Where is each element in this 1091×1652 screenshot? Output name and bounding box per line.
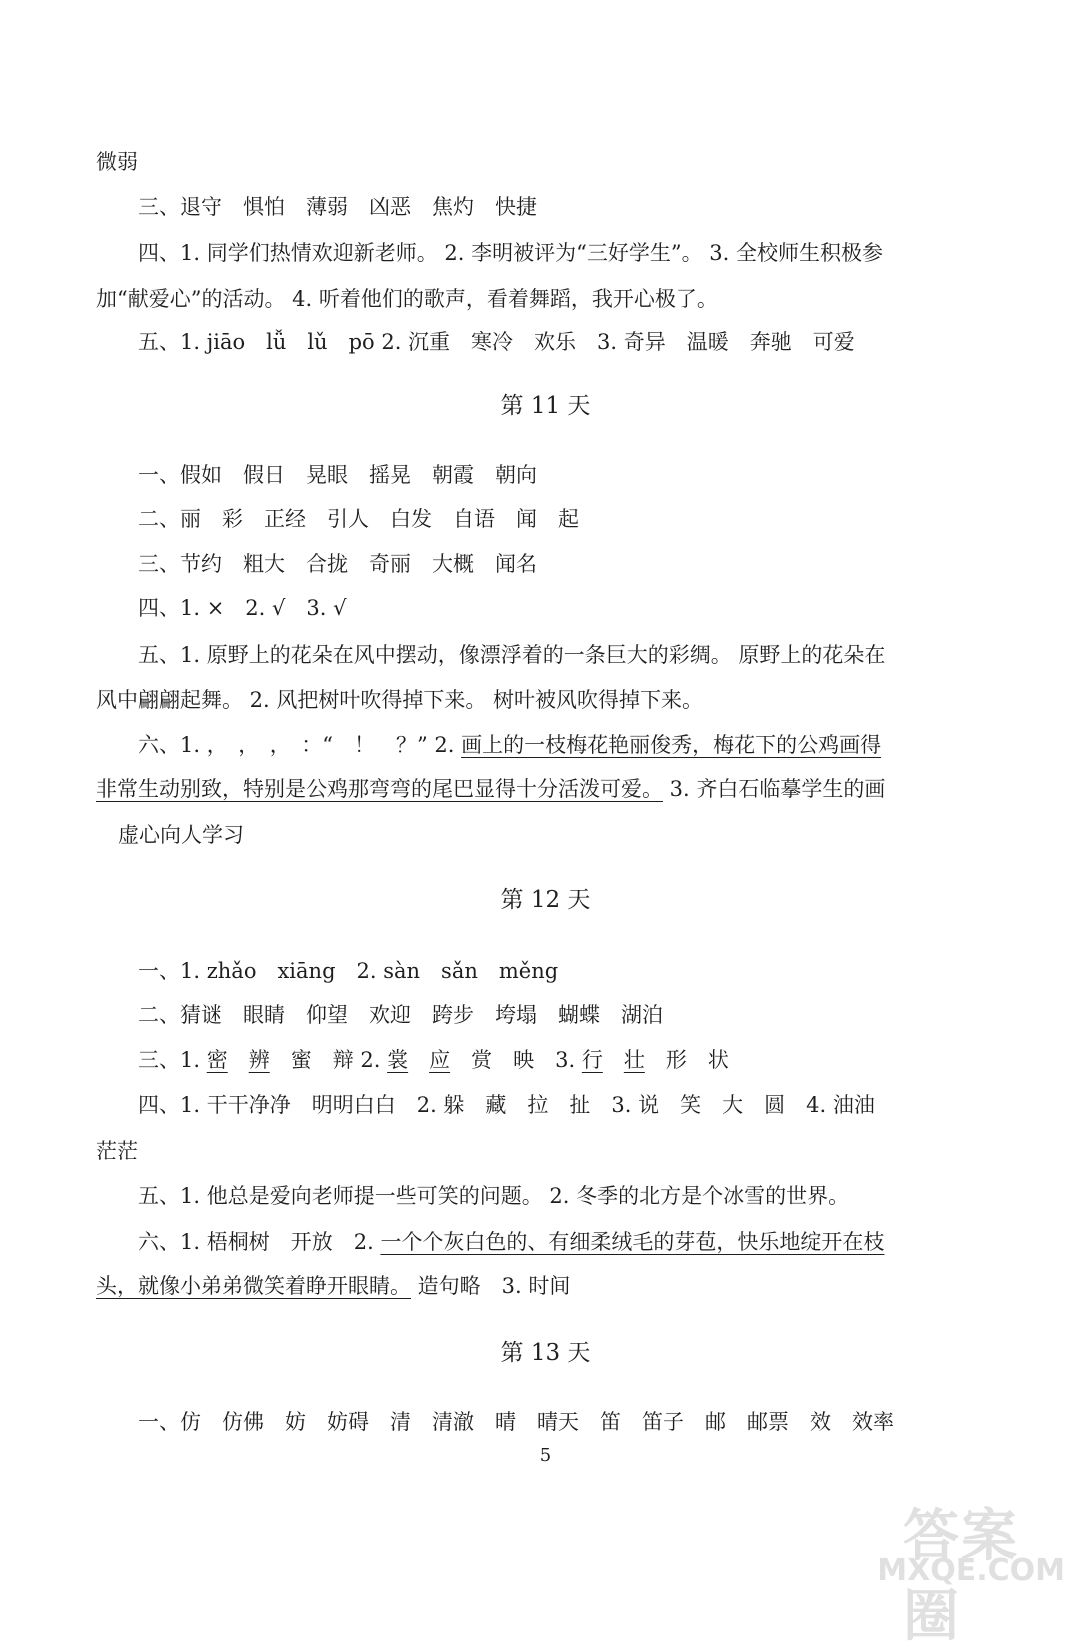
day11-line-wu-cont: 风中翩翩起舞。 2. 风把树叶吹得掉下来。 树叶被风吹得掉下来。 (96, 688, 704, 712)
day12-line-wu: 五、1. 他总是爱向老师提一些可笑的问题。 2. 冬季的北方是个冰雪的世界。 (138, 1184, 850, 1208)
day11-line-san: 三、节约 粗大 合拢 奇丽 大概 闻名 (138, 552, 537, 576)
underlined-char: 裳 (387, 1048, 409, 1072)
underlined-char: 行 (581, 1048, 603, 1072)
watermark-text-en: MXQE.COM (877, 1553, 1065, 1588)
underlined-char: 密 (206, 1048, 228, 1072)
underlined-char: 壮 (623, 1048, 645, 1072)
day11-line-er: 二、丽 彩 正经 引人 白发 自语 闻 起 (138, 507, 579, 531)
day11-line-wu: 五、1. 原野上的花朵在风中摆动，像漂浮着的一条巨大的彩绸。 原野上的花朵在 (138, 643, 886, 667)
day11-line-liu-cont (96, 775, 885, 803)
watermark-logo (877, 1484, 1073, 1649)
day12-title: 第 12 天 (500, 887, 591, 913)
watermark-text-cn: 答案圈 (903, 1504, 1019, 1649)
underlined-char: 应 (429, 1048, 451, 1072)
day11-line-yi: 一、假如 假日 晃眼 摇晃 朝霞 朝向 (138, 463, 537, 487)
day11-line-si: 四、1. × 2. √ 3. √ (138, 596, 347, 620)
day11-title: 第 11 天 (500, 393, 591, 419)
day12-line-liu-cont (96, 1272, 570, 1300)
day12-line-yi: 一、1. zhǎo xiāng 2. sàn sǎn měng (138, 959, 559, 983)
day13-line-yi: 一、仿 仿佛 妨 妨碍 清 清澈 晴 晴天 笛 笛子 邮 邮票 效 效率 (138, 1410, 894, 1434)
day11-liu-underlined-cont: 非常生动别致，特别是公鸡那弯弯的尾巴显得十分活泼可爱。 (96, 777, 663, 801)
day12-san-mid: 蜜 辩 2. (269, 1048, 388, 1072)
day11-line-xuxin: 虚心向人学习 (118, 823, 244, 847)
day12-line-er: 二、猜谜 眼睛 仰望 欢迎 跨步 垮塌 蝴蝶 湖泊 (138, 1003, 663, 1027)
answer-line-san: 三、退守 惧怕 薄弱 凶恶 焦灼 快捷 (138, 195, 537, 219)
line-weiruo: 微弱 (96, 150, 138, 174)
day12-line-si-cont: 茫茫 (96, 1139, 138, 1163)
day12-line-san (138, 1046, 729, 1074)
answer-line-si-cont: 加“献爱心”的活动。 4. 听着他们的歌声，看着舞蹈，我开心极了。 (96, 287, 718, 311)
day11-liu-underlined: 画上的一枝梅花艳丽俊秀，梅花下的公鸡画得 (461, 733, 882, 757)
day12-liu-suffix: 造句略 3. 时间 (411, 1274, 571, 1298)
day12-line-si: 四、1. 干干净净 明明白白 2. 躲 藏 拉 扯 3. 说 笑 大 圆 4. 油油 (138, 1093, 875, 1117)
day12-liu-prefix: 六、1. 梧桐树 开放 2. (138, 1230, 381, 1254)
day12-san-prefix: 三、1. (138, 1048, 207, 1072)
answer-line-si: 四、1. 同学们热情欢迎新老师。 2. 李明被评为“三好学生”。 3. 全校师生积极参 (138, 241, 883, 265)
day11-liu-prefix: 六、1. ， ， ， ：“ ！ ？” 2. (138, 733, 462, 757)
day12-liu-underlined: 一个个灰白色的、有细柔绒毛的芽苞，快乐地绽开在枝 (380, 1230, 885, 1254)
day12-san-mid: 赏 映 3. (450, 1048, 582, 1072)
underlined-char: 辨 (248, 1048, 270, 1072)
page-number: 5 (539, 1445, 552, 1466)
day11-liu-suffix: 3. 齐白石临摹学生的画 (663, 777, 886, 801)
answer-line-wu: 五、1. jiāo lǚ lǔ pō 2. 沉重 寒冷 欢乐 3. 奇异 温暖 奔驰 可爱 (138, 330, 855, 354)
day12-line-liu (138, 1228, 884, 1256)
day12-liu-underlined-cont: 头，就像小弟弟微笑着睁开眼睛。 (96, 1274, 411, 1298)
day11-line-liu (138, 731, 881, 759)
day13-title: 第 13 天 (500, 1340, 591, 1366)
day12-san-end: 形 状 (644, 1048, 729, 1072)
